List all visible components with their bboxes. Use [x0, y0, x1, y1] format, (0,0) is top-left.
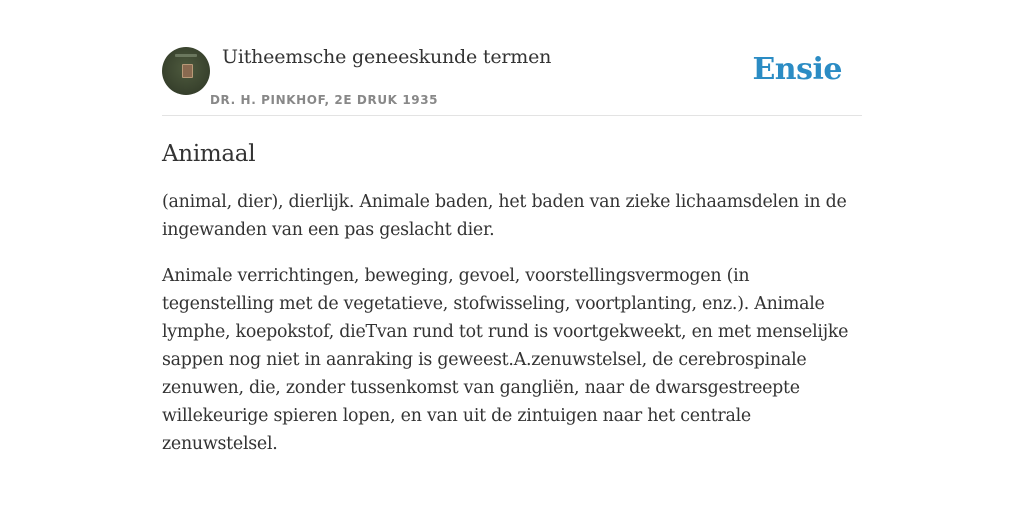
book-title-link[interactable]: Uitheemsche geneeskunde termen — [222, 46, 552, 68]
author-edition: DR. H. PINKHOF, 2E DRUK 1935 — [210, 93, 439, 107]
brand-logo[interactable]: Ensie — [752, 52, 842, 87]
header-divider — [162, 115, 862, 116]
book-cover-icon[interactable] — [162, 47, 210, 95]
cover-label — [182, 64, 193, 78]
entry-paragraph: (animal, dier), dierlijk. Animale baden, het baden van zieke lichaamsdelen in de ingewanden van een pas geslacht dier. — [162, 192, 847, 240]
cover-title-strip — [175, 54, 197, 57]
entry-title: Animaal — [162, 141, 256, 167]
entry-content — [162, 138, 862, 476]
page-header — [162, 46, 862, 116]
entry-paragraph: Animale verrichtingen, beweging, gevoel, voorstellingsvermogen (in tegenstelling met de vegetatieve, stofwisseling, voortplanting, enz.). Animale lymphe, koepokstof, dieTvan rund tot rund is voortgekweekt, en met menselijke sappen nog niet in aanraking is geweest.A.zenuwstelsel, de cerebrospinale zenuwen, die, zonder tussenkomst van gangliën, naar de dwarsgestreepte willekeurige spieren lopen, en van uit de zintuigen naar het centrale zenuwstelsel. — [162, 266, 849, 454]
